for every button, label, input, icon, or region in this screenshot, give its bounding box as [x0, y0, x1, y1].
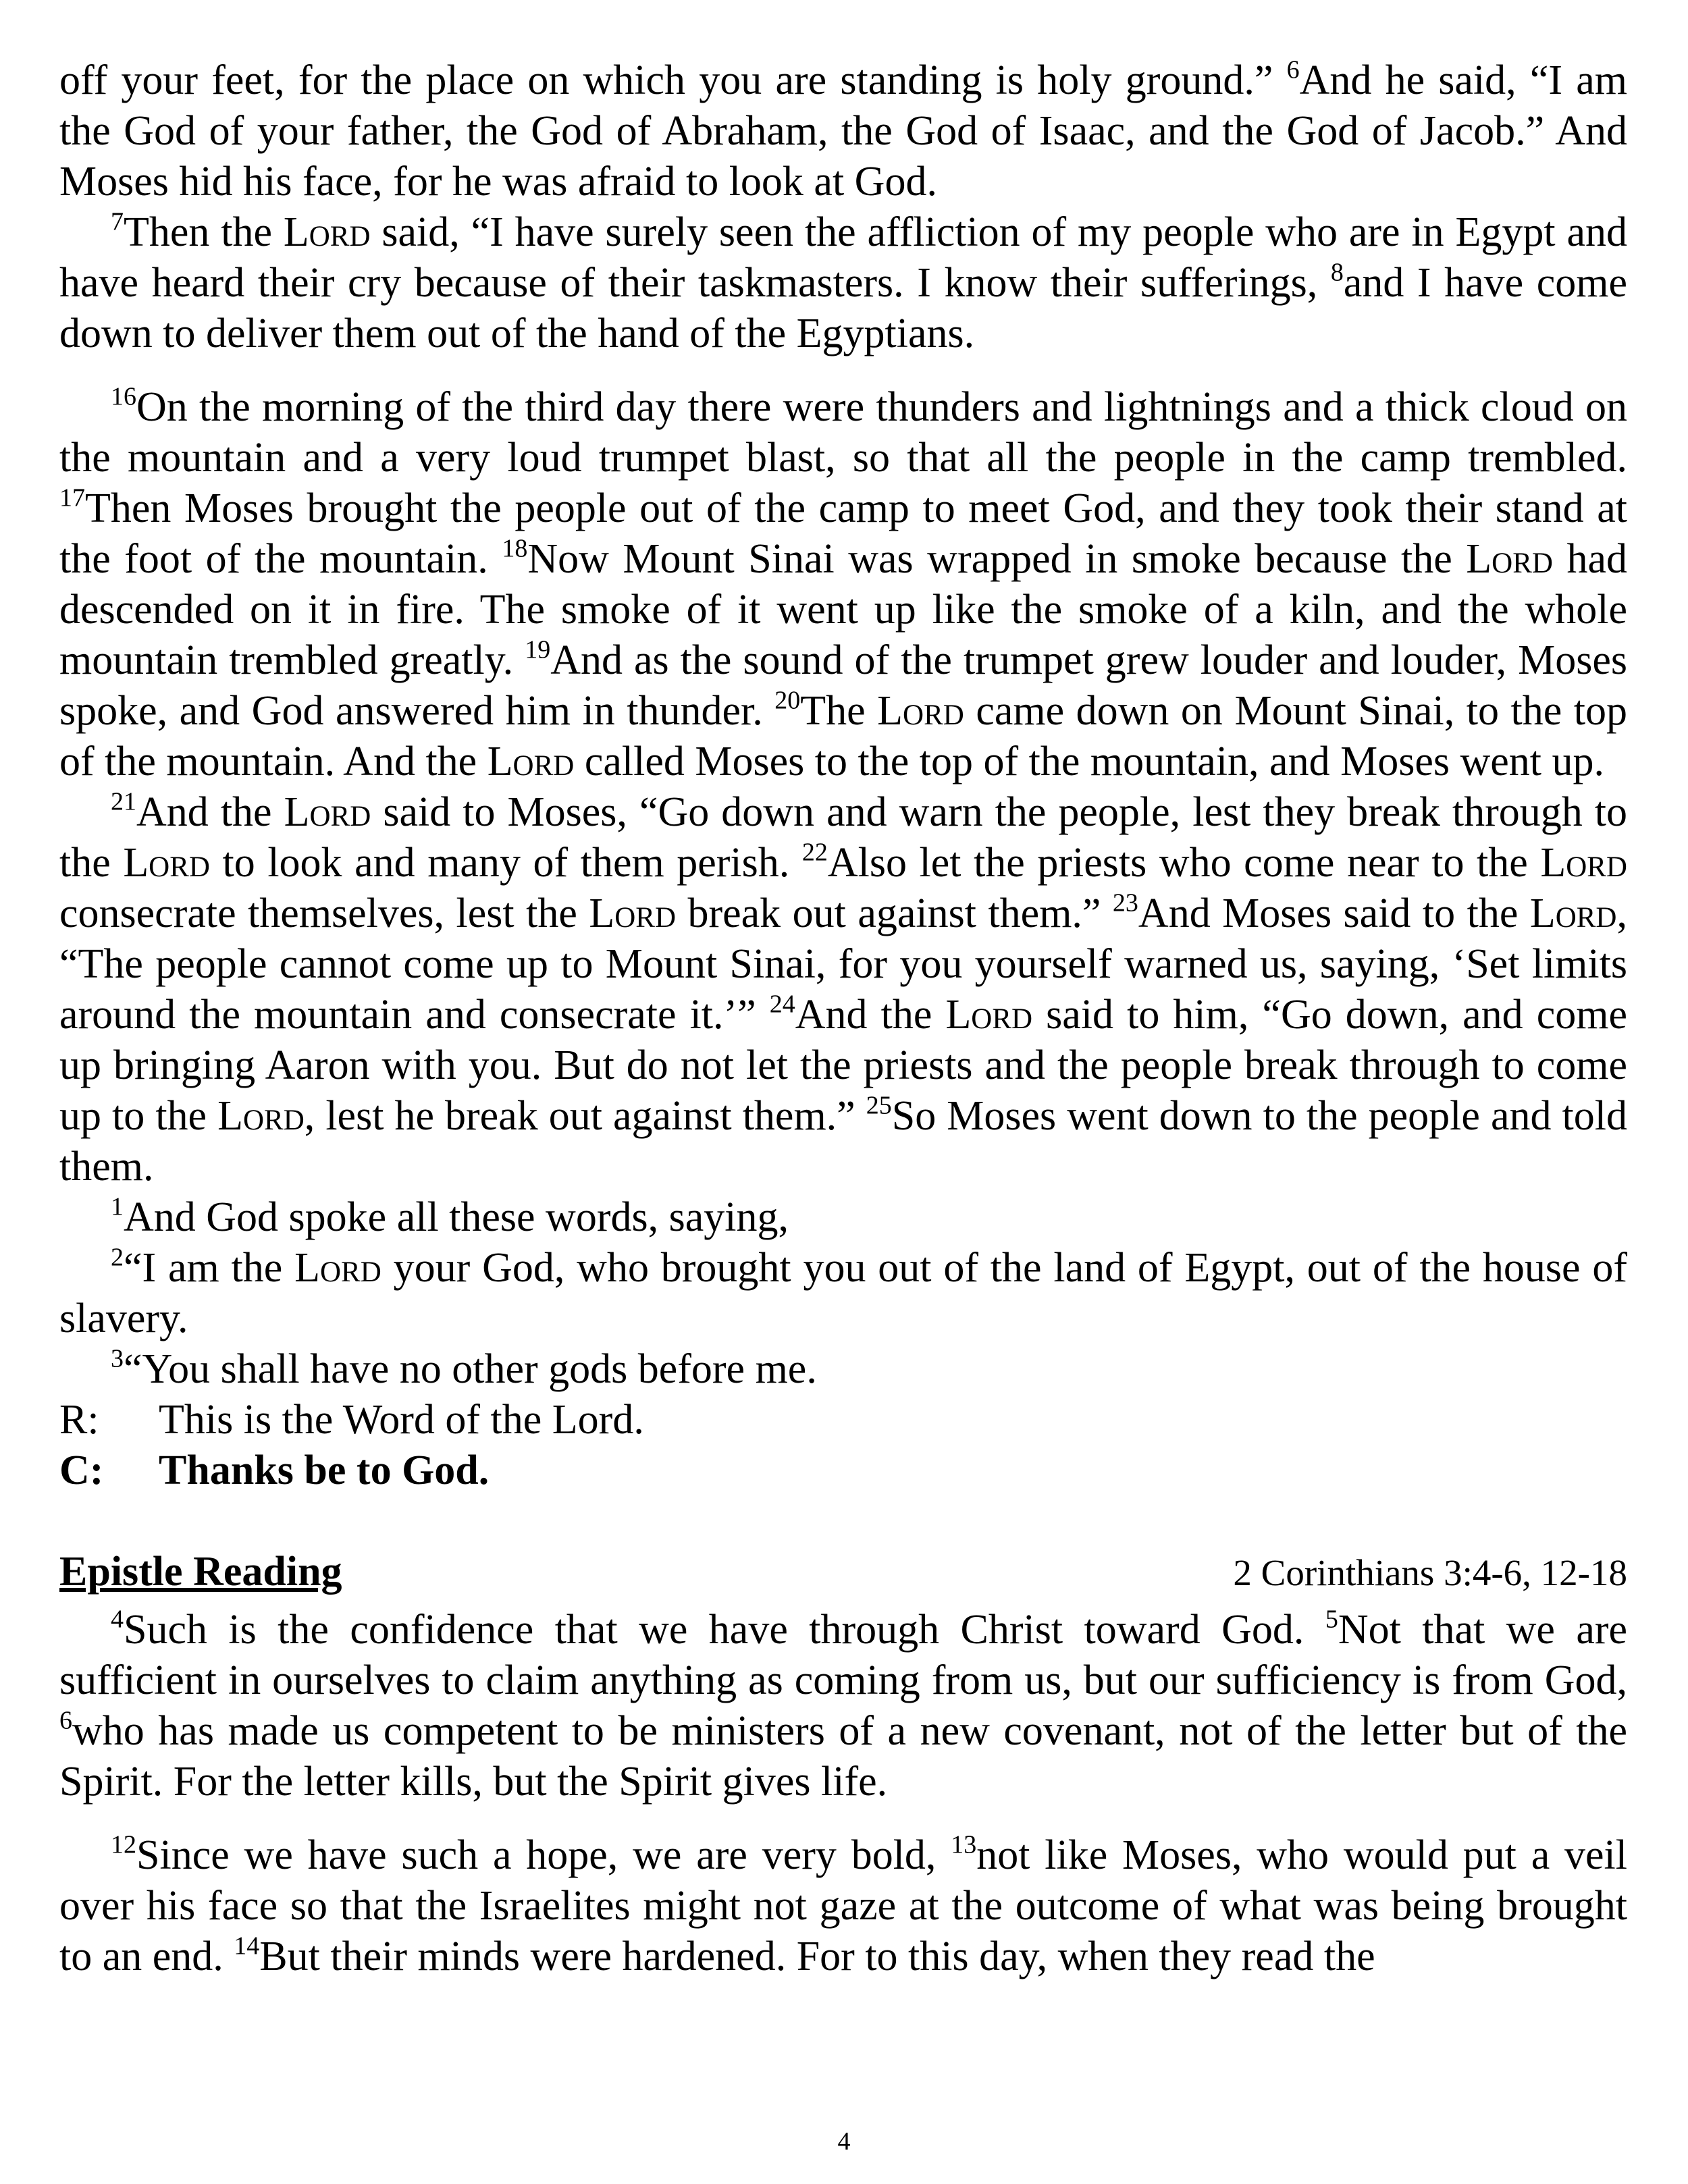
response-text: This is the Word of the Lord. — [159, 1397, 644, 1443]
verse-number: 18 — [502, 534, 528, 563]
lord-smallcaps: Lord — [284, 789, 371, 835]
text-run: And as the sound of the trumpet grew louder and louder, Moses spoke, and God answered him in thunder. — [59, 637, 1627, 734]
text-run: who has made us competent to be ministers of a new covenant, not of the letter but of the Spirit. For the letter kills, but the Spirit gives life. — [59, 1708, 1627, 1805]
text-run: Now Mount Sinai was wrapped in smoke because the — [527, 536, 1467, 582]
lord-smallcaps: Lord — [294, 1245, 381, 1291]
text-run: Such is the confidence that we have through Christ toward God. — [124, 1607, 1325, 1653]
verse-number: 2 — [111, 1243, 124, 1272]
text-run: to look and many of them perish. — [209, 840, 802, 886]
verse-number: 23 — [1112, 888, 1138, 917]
lord-smallcaps: Lord — [945, 992, 1033, 1038]
response-congregation — [59, 1445, 1627, 1496]
reading-paragraph — [59, 382, 1627, 787]
lord-smallcaps: Lord — [589, 890, 677, 936]
lord-smallcaps: Lord — [1466, 536, 1553, 582]
verse-number: 7 — [111, 207, 124, 236]
reading-paragraph — [59, 787, 1627, 1192]
verse-number: 6 — [59, 1706, 72, 1735]
verse-number: 13 — [951, 1830, 977, 1859]
text-run: And the — [795, 992, 946, 1038]
reading-paragraph — [59, 1243, 1627, 1344]
text-run: “You shall have no other gods before me. — [124, 1346, 817, 1392]
verse-number: 16 — [111, 382, 136, 411]
verse-number: 17 — [59, 483, 85, 512]
response-leader — [59, 1395, 1627, 1445]
verse-number: 6 — [1286, 55, 1300, 84]
verse-number: 24 — [769, 990, 795, 1019]
epistle-paragraph — [59, 1830, 1627, 1982]
text-run: Since we have such a hope, we are very bold, — [136, 1832, 951, 1878]
reading-paragraph — [59, 1344, 1627, 1395]
response-label: C: — [59, 1447, 104, 1493]
reading-paragraph — [59, 207, 1627, 359]
text-run: came down on Mount Sinai, to the top of the mountain. And the — [59, 688, 1627, 784]
text-run: your God, who brought you out of the land of Egypt, out of the house of slavery. — [59, 1245, 1627, 1341]
text-run: And he said, “I am the God of your father, the God of Abraham, the God of Isaac, and the God of Jacob.” And Moses hid his face, for he was afraid to look at God. — [59, 57, 1628, 205]
text-run: said to him, “Go down, and come up bringing Aaron with you. But do not let the priests and the people break through to come up to the — [59, 992, 1627, 1139]
text-run: said, “I have surely seen the affliction of my people who are in Egypt and have heard their cry because of their taskmasters. I know their sufferings, — [59, 209, 1627, 306]
text-run: Not that we are sufficient in ourselves to claim anything as coming from us, but our sufficiency is from God, — [59, 1607, 1628, 1703]
text-run: called Moses to the top of the mountain, and Moses went up. — [574, 739, 1604, 784]
text-run: had descended on it in fire. The smoke of it went up like the smoke of a kiln, and the whole mountain trembled greatly. — [59, 536, 1627, 683]
text-run: said to Moses, “Go down and warn the people, lest they break through to the — [59, 789, 1627, 886]
response-text: Thanks be to God. — [159, 1447, 490, 1493]
text-run: And God spoke all these words, saying, — [124, 1194, 789, 1240]
verse-number: 22 — [801, 838, 828, 867]
verse-number: 25 — [866, 1091, 892, 1120]
text-run: Then Moses brought the people out of the camp to meet God, and they took their stand at the foot of the mountain. — [59, 485, 1627, 582]
epistle-paragraph — [59, 1605, 1627, 1807]
text-run: But their minds were hardened. For to this day, when they read the — [259, 1934, 1375, 1979]
scripture-citation: 2 Corinthians 3:4-6, 12-18 — [1233, 1552, 1627, 1593]
lord-smallcaps: Lord — [123, 840, 210, 886]
reading-paragraph — [59, 1192, 1627, 1243]
section-header — [59, 1547, 1627, 1598]
text-run: break out against them.” — [676, 890, 1113, 936]
text-run: On the morning of the third day there were thunders and lightnings and a thick cloud on the mountain and a very loud trumpet blast, so that all the people in the camp trembled. — [59, 384, 1627, 481]
lord-smallcaps: Lord — [217, 1093, 305, 1139]
verse-number: 14 — [234, 1932, 260, 1961]
verse-number: 8 — [1330, 258, 1344, 287]
text-run: , lest he break out against them.” — [304, 1093, 866, 1139]
verse-number: 3 — [111, 1344, 124, 1373]
verse-number: 4 — [111, 1605, 124, 1634]
verse-number: 12 — [111, 1830, 136, 1859]
page-content — [59, 55, 1627, 1982]
lord-smallcaps: Lord — [487, 739, 575, 784]
text-run: not like Moses, who would put a veil over his face so that the Israelites might not gaze at the outcome of what was being brought to an end. — [59, 1832, 1627, 1979]
lord-smallcaps: Lord — [877, 688, 964, 734]
verse-number: 19 — [525, 635, 551, 664]
response-label: R: — [59, 1397, 99, 1443]
text-run: “I am the — [124, 1245, 295, 1291]
text-run: And the — [136, 789, 284, 835]
text-run: Then the — [124, 209, 284, 255]
lord-smallcaps: Lord — [1529, 890, 1617, 936]
verse-number: 20 — [774, 686, 801, 715]
page-number: 4 — [837, 2127, 851, 2156]
verse-number: 1 — [111, 1192, 124, 1221]
text-run: consecrate themselves, lest the — [59, 890, 589, 936]
lord-smallcaps: Lord — [283, 209, 371, 255]
text-run: The — [800, 688, 878, 734]
verse-number: 5 — [1325, 1605, 1338, 1634]
text-run: So Moses went down to the people and told them. — [59, 1093, 1627, 1190]
lord-smallcaps: Lord — [1540, 840, 1627, 886]
text-run: And Moses said to the — [1138, 890, 1530, 936]
reading-paragraph — [59, 55, 1627, 207]
section-heading: Epistle Reading — [59, 1549, 342, 1595]
text-run: and I have come down to deliver them out of the hand of the Egyptians. — [59, 260, 1627, 356]
text-run: Also let the priests who come near to the — [827, 840, 1541, 886]
text-run: , “The people cannot come up to Mount Sinai, for you yourself warned us, saying, ‘Set limits around the mountain and consecrate it.’” — [59, 890, 1627, 1038]
text-run: off your feet, for the place on which you are standing is holy ground.” — [59, 57, 1287, 103]
verse-number: 21 — [111, 787, 136, 816]
